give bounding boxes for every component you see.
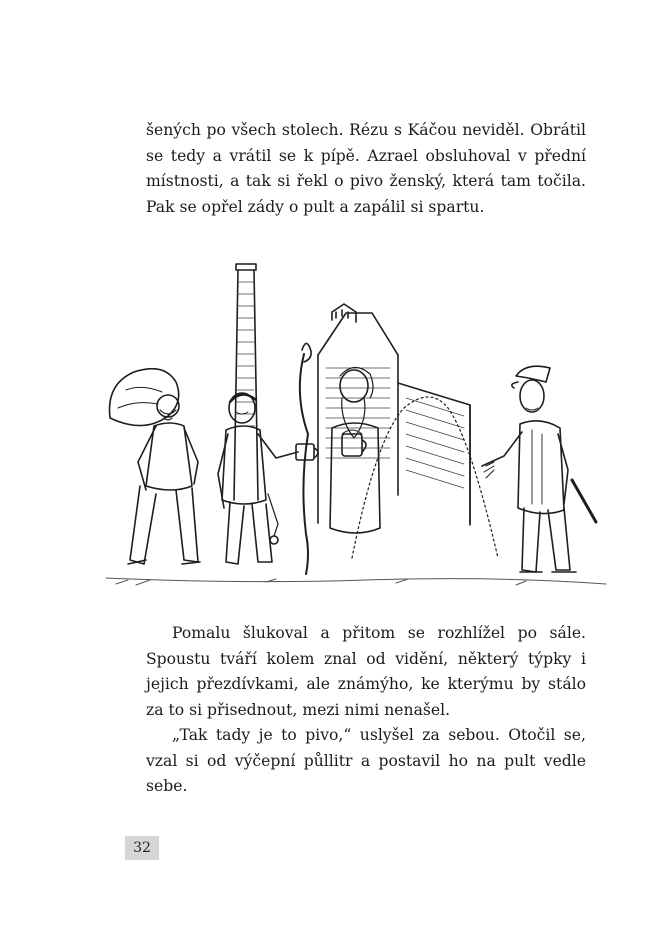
chimney xyxy=(234,264,258,500)
figure-policeman xyxy=(482,366,596,572)
ink-illustration-icon xyxy=(96,258,616,598)
factory-building xyxy=(318,304,470,525)
paragraph-top: šených po všech stolech. Rézu s Káčou neviděl. Obrátil se tedy a vrátil se k pípě. Azrael obsluhoval v přední místnosti, a tak si řekl o pivo ženský, která tam točila. Pak se opřel zády o pult a zapálil si spartu. xyxy=(146,121,586,216)
paragraph-3: „Tak tady je to pivo,“ uslyšel za sebou. Otočil se, vzal si od výčepní půllitr a postavil ho na pult vedle sebe. xyxy=(146,726,586,795)
bottom-text-block xyxy=(146,621,586,800)
top-text-block xyxy=(146,118,586,220)
paragraph-2: Pomalu šlukoval a přitom se rozhlížel po sále. Spoustu tváří kolem znal od vidění, některý týpky i jejich přezdívkami, ale známýho, ke kterýmu by stálo za to si přisednout, mezi nimi nenašel. xyxy=(146,624,586,719)
dotted-mound xyxy=(352,397,498,558)
ground-hatching xyxy=(106,578,606,585)
figure-sack-carrier xyxy=(110,369,201,564)
page-number: 32 xyxy=(125,836,159,860)
